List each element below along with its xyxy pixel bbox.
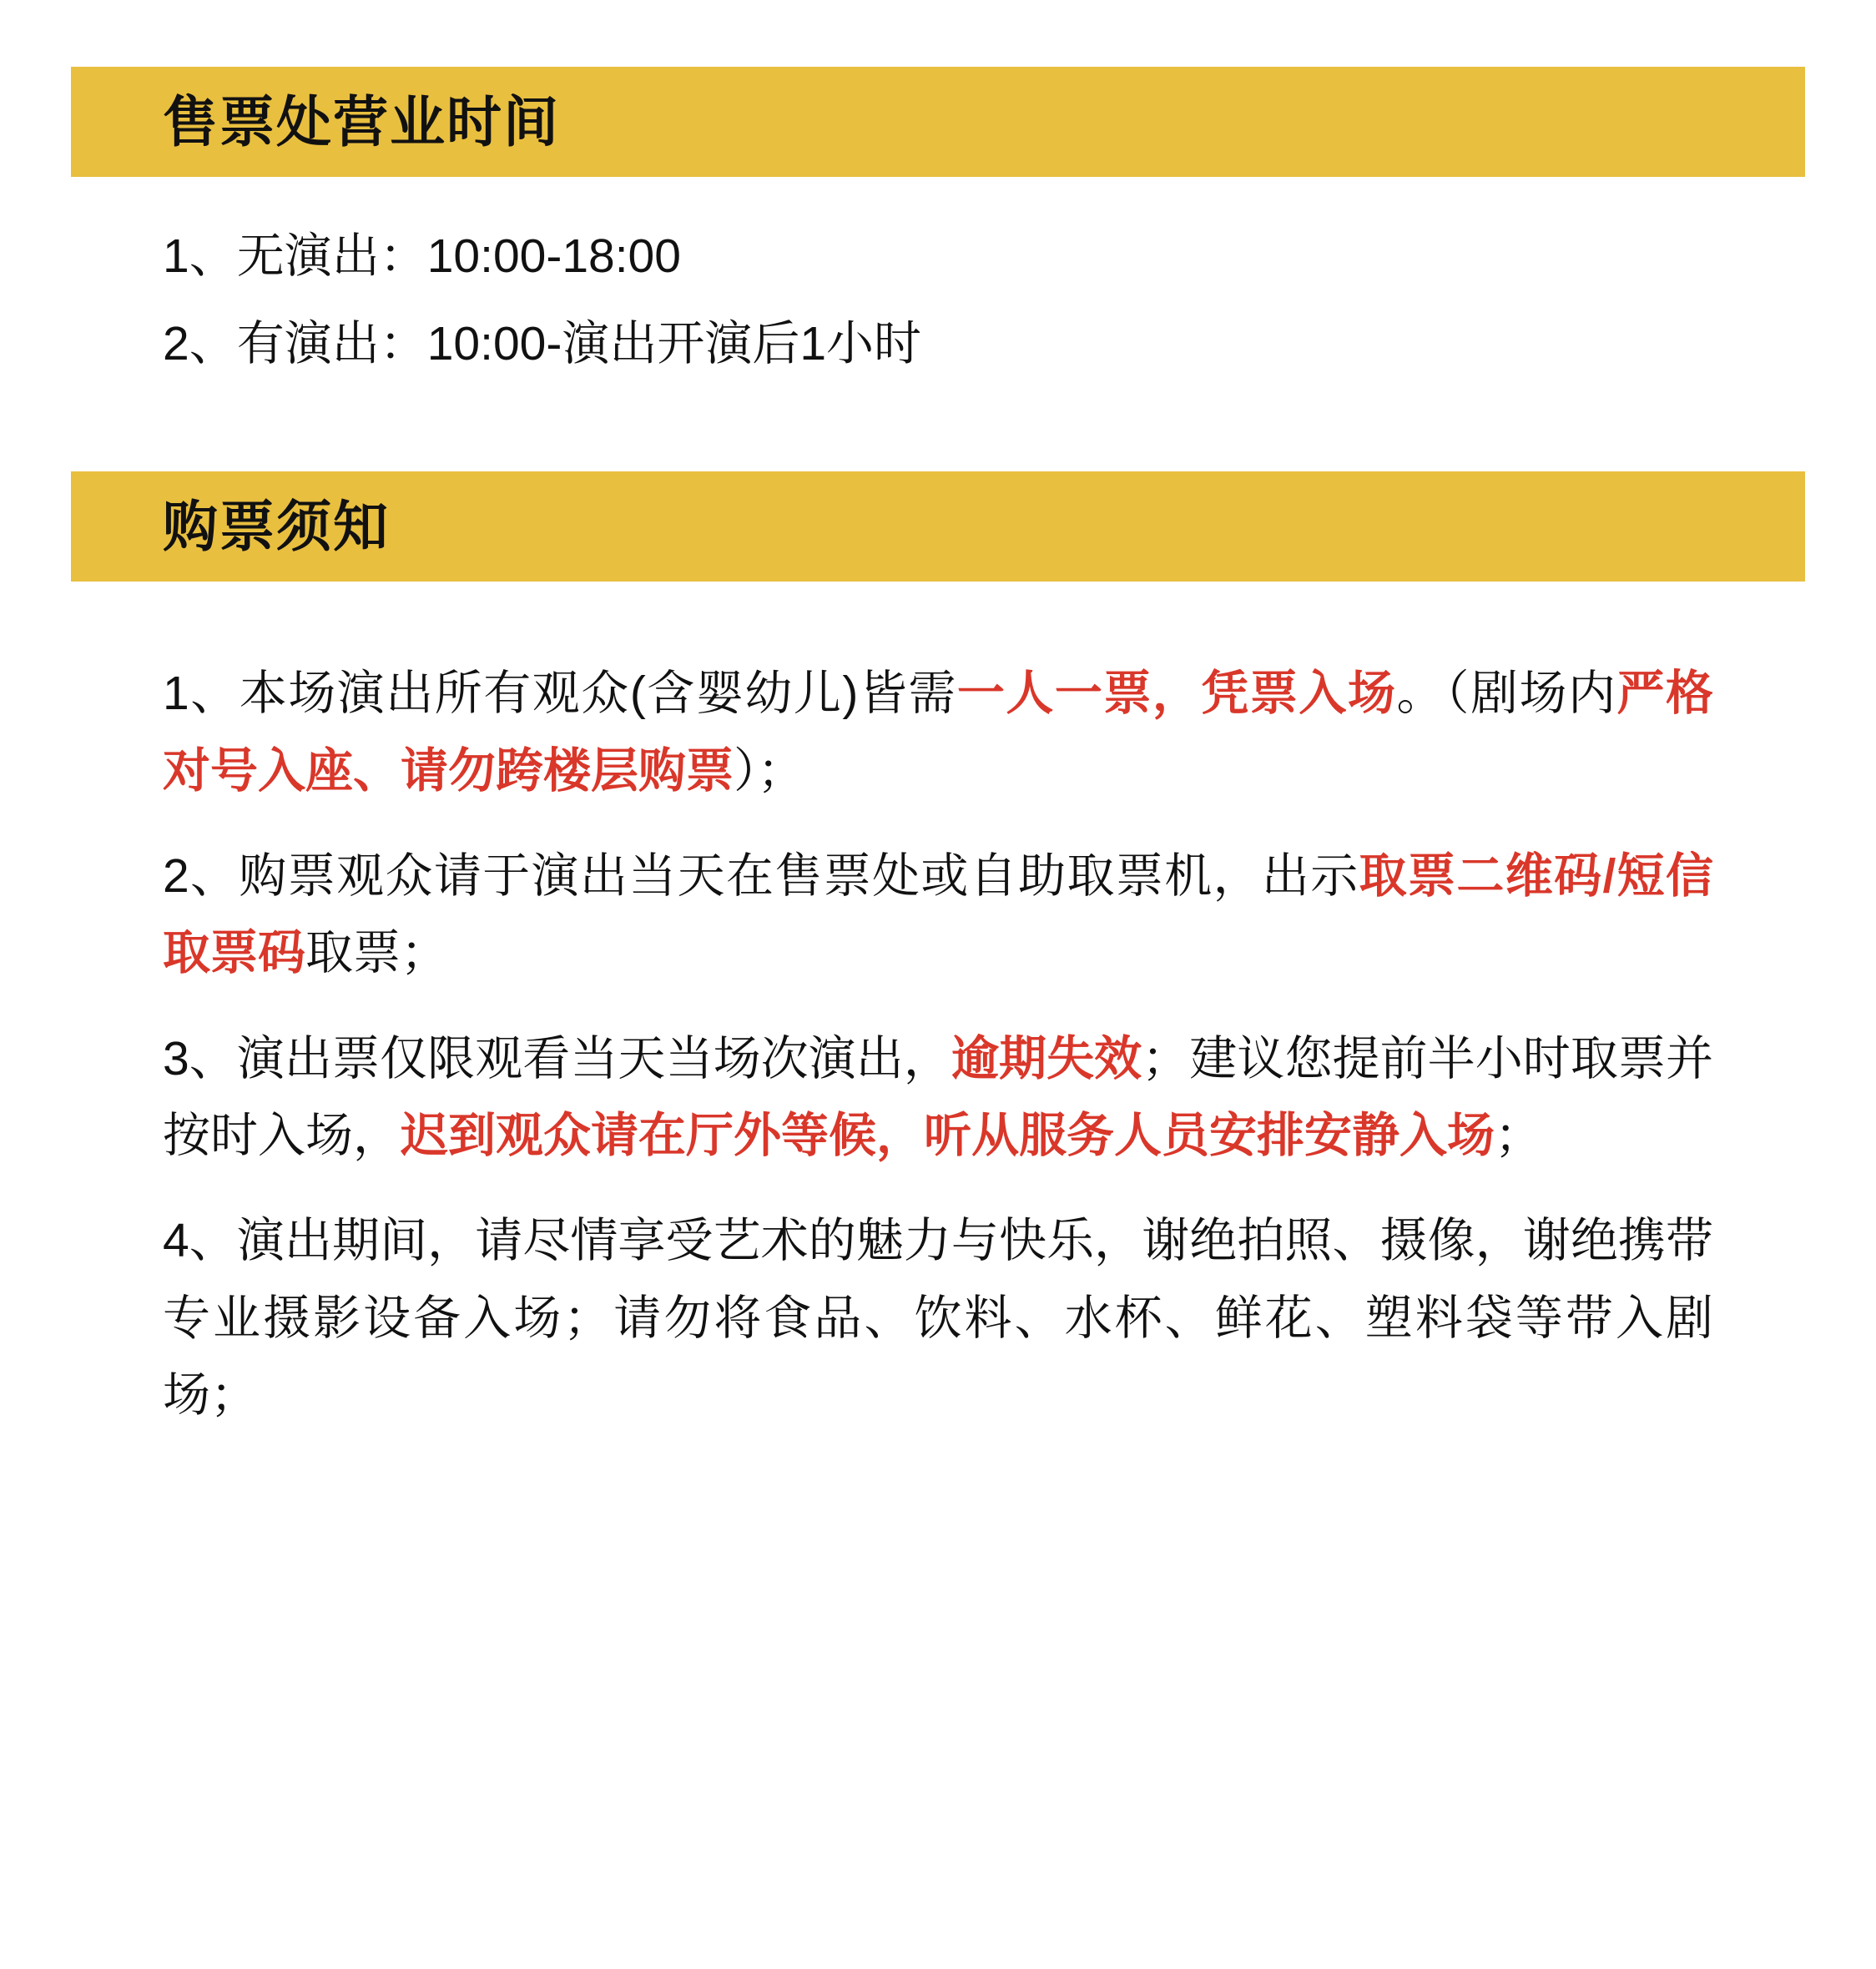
section-hours-header-slot: [0, 0, 1876, 177]
notice-item-2-seg-2: 取票二维码/短信取票码: [163, 849, 1713, 980]
notice-item-3-seg-2: 逾期失效: [951, 1031, 1142, 1085]
notice-item-3-seg-3: ；建议您提前半小时取票并按时入场，: [163, 1031, 1714, 1162]
section-notice-header-slot: [0, 395, 1876, 582]
section-header-box-office-hours: [71, 67, 1805, 177]
section-title-ticket-notice: 购票须知: [163, 496, 390, 558]
notice-item-2-seg-1: 购票观众请于演出当天在售票处或自助取票机，出示: [239, 849, 1359, 903]
notice-item-1-seg-3: 。（剧场内: [1396, 667, 1617, 721]
section-body-box-office-hours: [71, 177, 1805, 380]
notice-item-2-seg-3: 取票；: [305, 926, 448, 980]
notice-item-1-seg-5: ）；: [734, 743, 805, 798]
notice-item-1-seg-2: 一人一票，凭票入场: [956, 667, 1397, 721]
notice-item-3-seg-5: ；: [1495, 1108, 1542, 1162]
hours-item-2: [163, 308, 1713, 380]
notice-item-1: [163, 655, 1713, 809]
section-title-box-office-hours: 售票处营业时间: [163, 91, 560, 153]
section-body-ticket-notice: [71, 582, 1805, 1433]
section-header-ticket-notice: [71, 471, 1805, 582]
notice-item-4-seg-1: 演出期间，请尽情享受艺术的魅力与快乐，谢绝拍照、摄像，谢绝携带专业摄影设备入场；请勿将食品、饮料、水杯、鲜花、塑料袋等带入剧场；: [163, 1214, 1714, 1422]
notice-item-1-seg-1: 本场演出所有观众(含婴幼儿)皆需: [239, 667, 957, 721]
notice-item-3-seg-4: 迟到观众请在厅外等候，听从服务人员安排安静入场: [401, 1108, 1495, 1162]
hours-item-1-text: 无演出：10:00-18:00: [236, 229, 681, 283]
hours-item-1-index: 1、: [163, 229, 237, 283]
hours-item-1: [163, 220, 1713, 293]
hours-item-2-index: 2、: [163, 316, 237, 370]
hours-item-2-text: 有演出：10:00-演出开演后1小时: [236, 316, 922, 370]
notice-item-2: [163, 838, 1713, 992]
notice-item-1-index: 1、: [163, 667, 240, 721]
notice-item-2-index: 2、: [163, 849, 240, 903]
notice-item-4: [163, 1202, 1713, 1433]
notice-item-1-seg-4: 严格对号入座、请勿跨楼层购票: [163, 667, 1714, 798]
notice-item-3-index: 3、: [163, 1031, 237, 1085]
notice-item-4-index: 4、: [163, 1214, 237, 1268]
page-bottom-spacer: [0, 1462, 1876, 1645]
notice-item-3-seg-1: 演出票仅限观看当天当场次演出，: [236, 1031, 951, 1085]
notice-item-3: [163, 1020, 1713, 1175]
